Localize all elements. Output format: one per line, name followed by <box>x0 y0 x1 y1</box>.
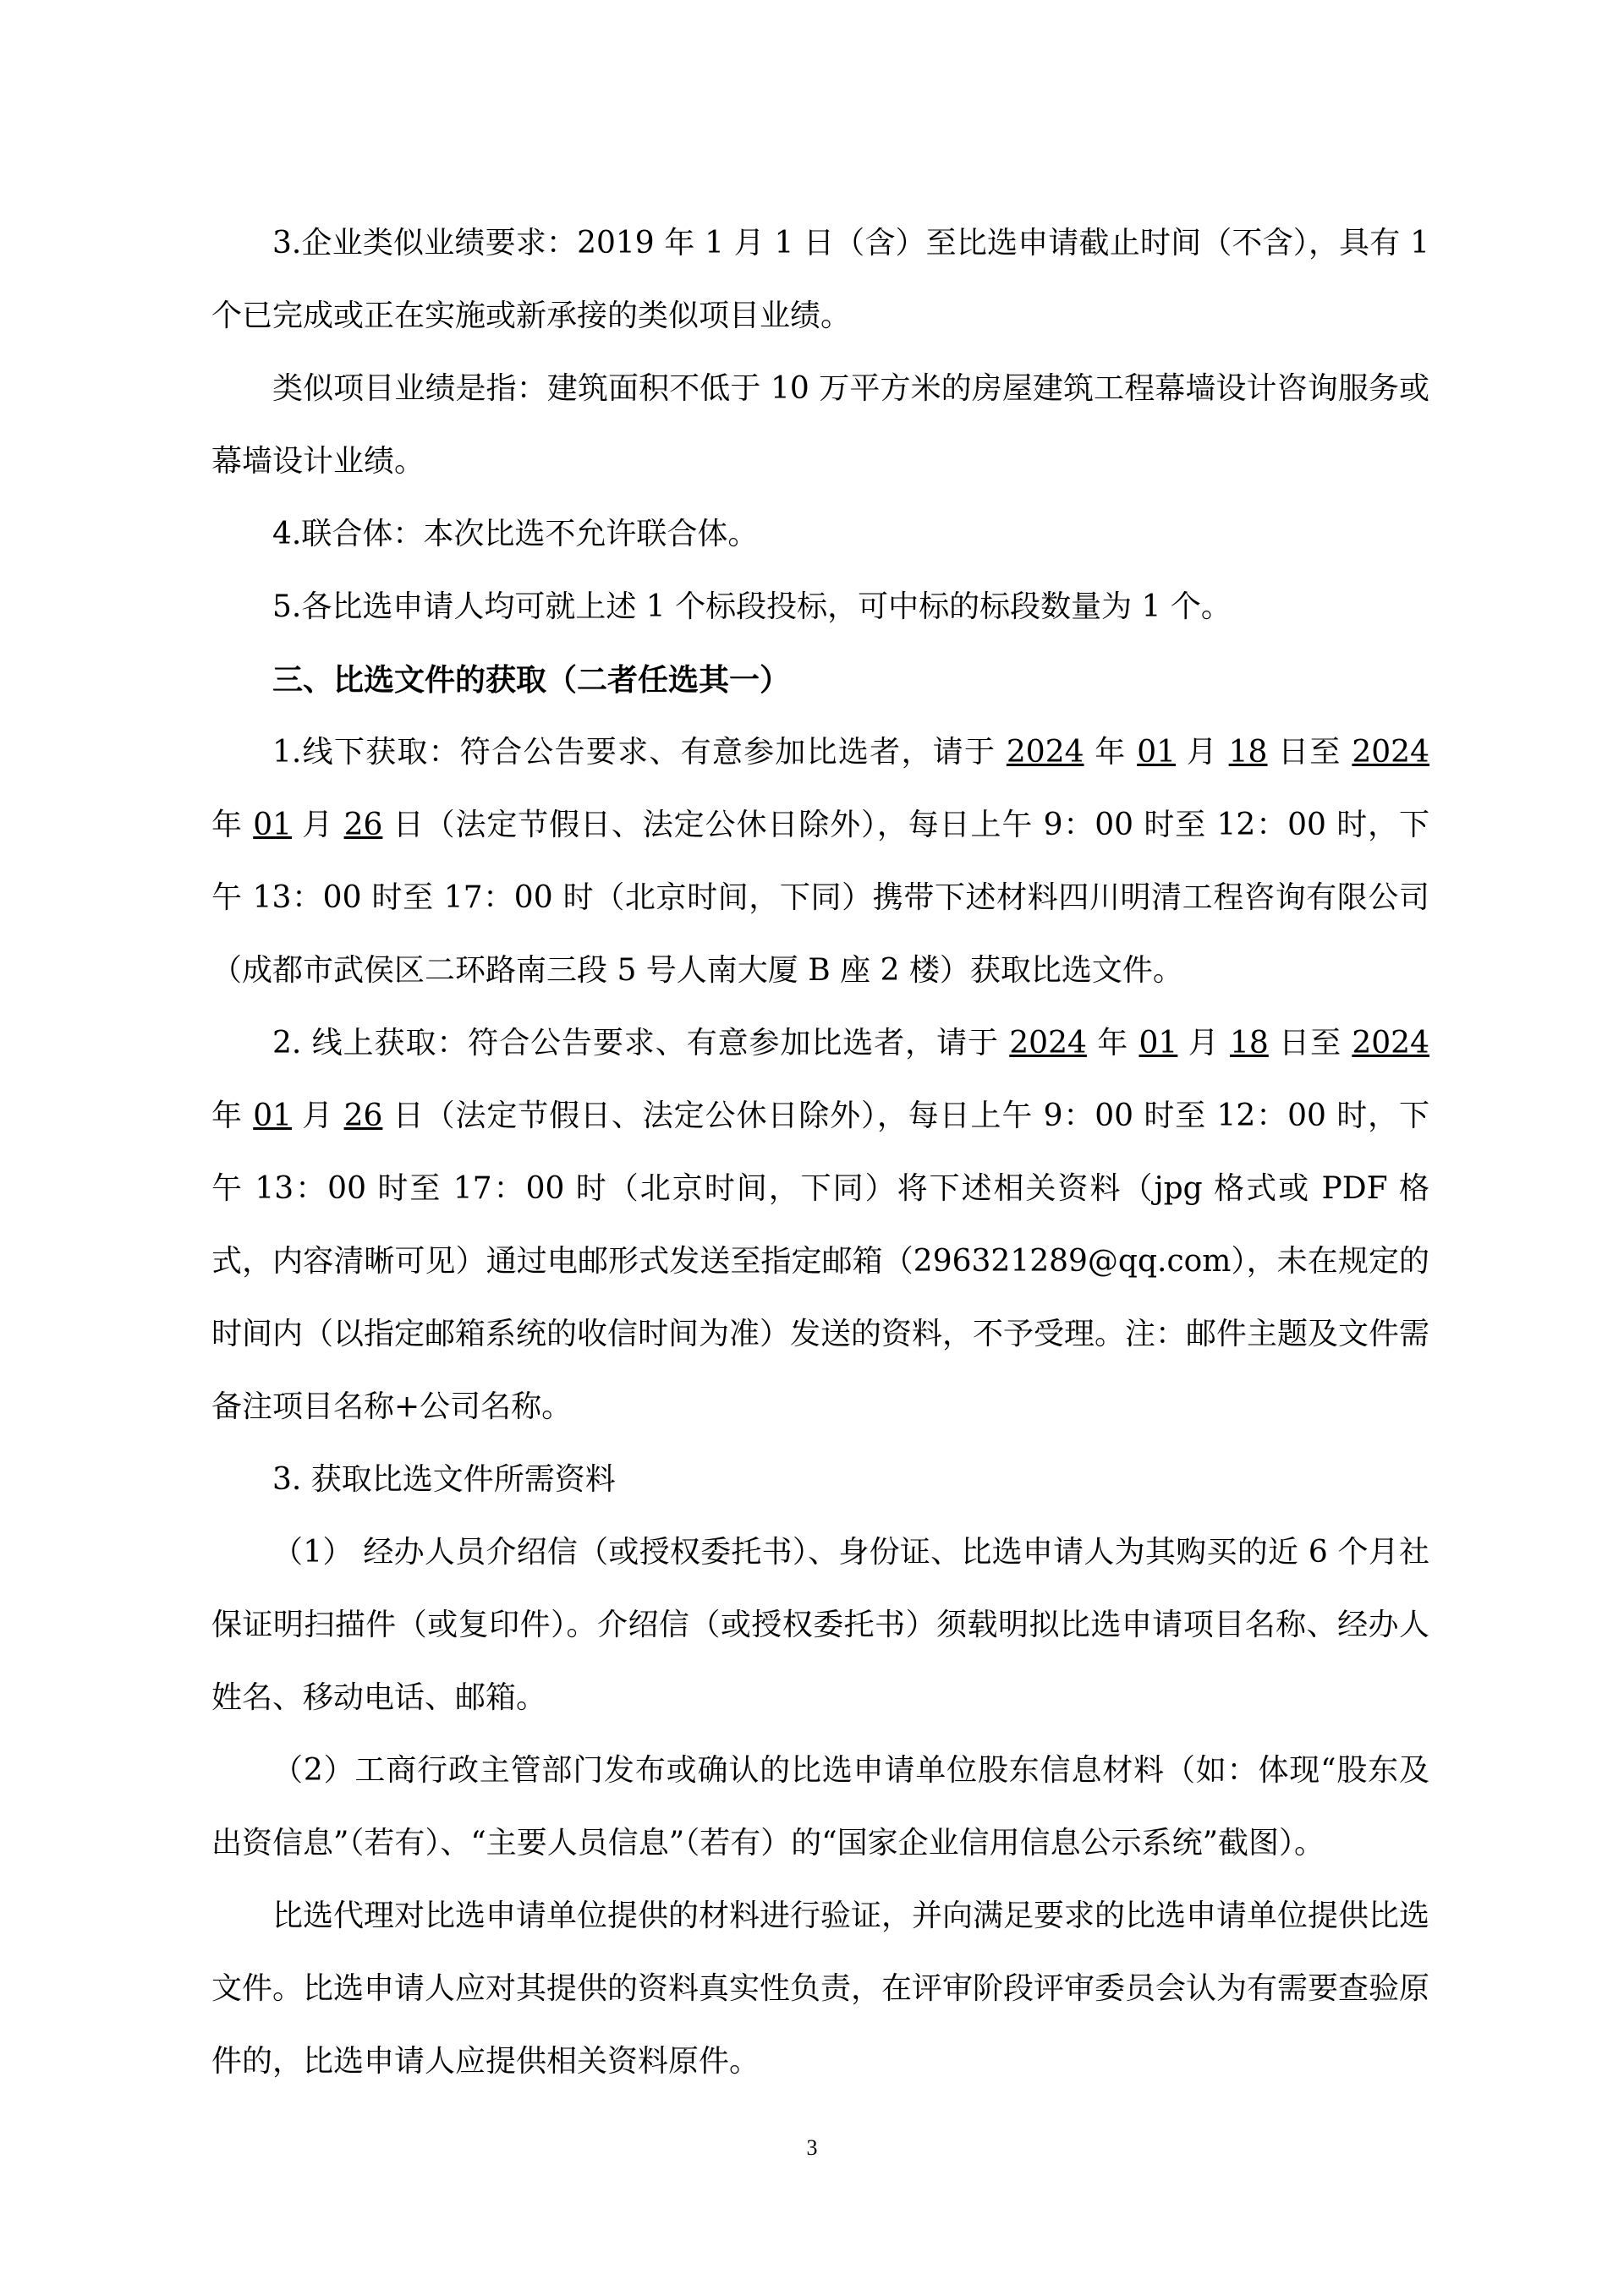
online-suffix: 日（法定节假日、法定公休日除外），每日上午 9：00 时至 12：00 时，下午 13：00 时至 17：00 时（北京时间，下同）将下述相关资料（jpg 格式或 PDF 格式，内容清晰可见）通过电邮形式发送至指定邮箱（296321289@qq.com），未在规定的时间内（以指定邮箱系统的收信时间为准）发送的资料，不予受理。注：邮件主题及文件需备注项目名称+公司名称。 <box>211 1099 1430 1424</box>
paragraph-performance-requirement: 3.企业类似业绩要求：2019 年 1 月 1 日（含）至比选申请截止时间（不含），具有 1 个已完成或正在实施或新承接的类似项目业绩。 <box>211 226 1429 333</box>
online-end-day: 26 <box>343 1099 383 1133</box>
online-start-month: 01 <box>1138 1026 1178 1060</box>
offline-start-day: 18 <box>1228 735 1268 770</box>
offline-end-year: 2024 <box>1352 735 1429 770</box>
section-heading-obtain-documents: 三、比选文件的获取（二者任选其一） <box>272 662 791 698</box>
online-sep-month-2: 月 <box>292 1099 344 1133</box>
paragraph-material-item-1: （1） 经办人员介绍信（或授权委托书）、身份证、比选申请人为其购买的近 6 个月社保证明扫描件（或复印件）。介绍信（或授权委托书）须载明拟比选申请项目名称、经办人姓名、移动电话、邮箱。 <box>211 1535 1429 1715</box>
offline-sep-year-1: 年 <box>1084 735 1138 770</box>
online-sep-year-1: 年 <box>1086 1026 1139 1060</box>
offline-sep-year-2: 年 <box>211 808 254 842</box>
offline-start-month: 01 <box>1137 735 1176 770</box>
offline-sep-month-1: 月 <box>1176 735 1229 770</box>
paragraph-consortium: 4.联合体：本次比选不允许联合体。 <box>272 517 759 551</box>
offline-start-year: 2024 <box>1006 735 1084 770</box>
online-sep-month-1: 月 <box>1177 1026 1230 1060</box>
paragraph-similar-project-definition: 类似项目业绩是指：建筑面积不低于 10 万平方米的房屋建筑工程幕墙设计咨询服务或幕墙设计业绩。 <box>211 371 1429 479</box>
online-start-year: 2024 <box>1009 1026 1087 1060</box>
online-end-month: 01 <box>253 1099 293 1133</box>
paragraph-material-item-2: （2）工商行政主管部门发布或确认的比选申请单位股东信息材料（如：体现“股东及出资信息”（若有）、“主要人员信息”（若有）的“国家企业信用信息公示系统”截图）。 <box>211 1753 1429 1860</box>
offline-prefix: 1.线下获取：符合公告要求、有意参加比选者，请于 <box>272 735 1007 770</box>
online-start-day: 18 <box>1229 1026 1269 1060</box>
document-body <box>211 207 1429 2098</box>
online-prefix: 2. 线上获取：符合公告要求、有意参加比选者，请于 <box>272 1026 1010 1060</box>
online-end-year: 2024 <box>1352 1026 1429 1060</box>
offline-sep-to: 日至 <box>1267 735 1352 770</box>
offline-end-month: 01 <box>253 808 293 842</box>
offline-suffix: 日（法定节假日、法定公休日除外），每日上午 9：00 时至 12：00 时，下午 13：00 时至 17：00 时（北京时间，下同）携带下述材料四川明清工程咨询有限公司（成都市武侯区二环路南三段 5 号人南大厦 B 座 2 楼）获取比选文件。 <box>211 808 1429 988</box>
paragraph-required-materials-title: 3. 获取比选文件所需资料 <box>272 1462 616 1497</box>
offline-end-day: 26 <box>343 808 383 842</box>
paragraph-verification: 比选代理对比选申请单位提供的材料进行验证，并向满足要求的比选申请单位提供比选文件。比选申请人应对其提供的资料真实性负责，在评审阶段评审委员会认为有需要查验原件的，比选申请人应提供相关资料原件。 <box>211 1899 1430 2079</box>
paragraph-online-obtain <box>211 1007 1429 1444</box>
paragraph-lot-count: 5.各比选申请人均可就上述 1 个标段投标，可中标的标段数量为 1 个。 <box>272 589 1232 624</box>
offline-sep-month-2: 月 <box>292 808 344 842</box>
online-sep-year-2: 年 <box>211 1099 254 1133</box>
online-sep-to: 日至 <box>1268 1026 1352 1060</box>
paragraph-offline-obtain <box>211 716 1429 1007</box>
page-number: 3 <box>806 2135 818 2160</box>
